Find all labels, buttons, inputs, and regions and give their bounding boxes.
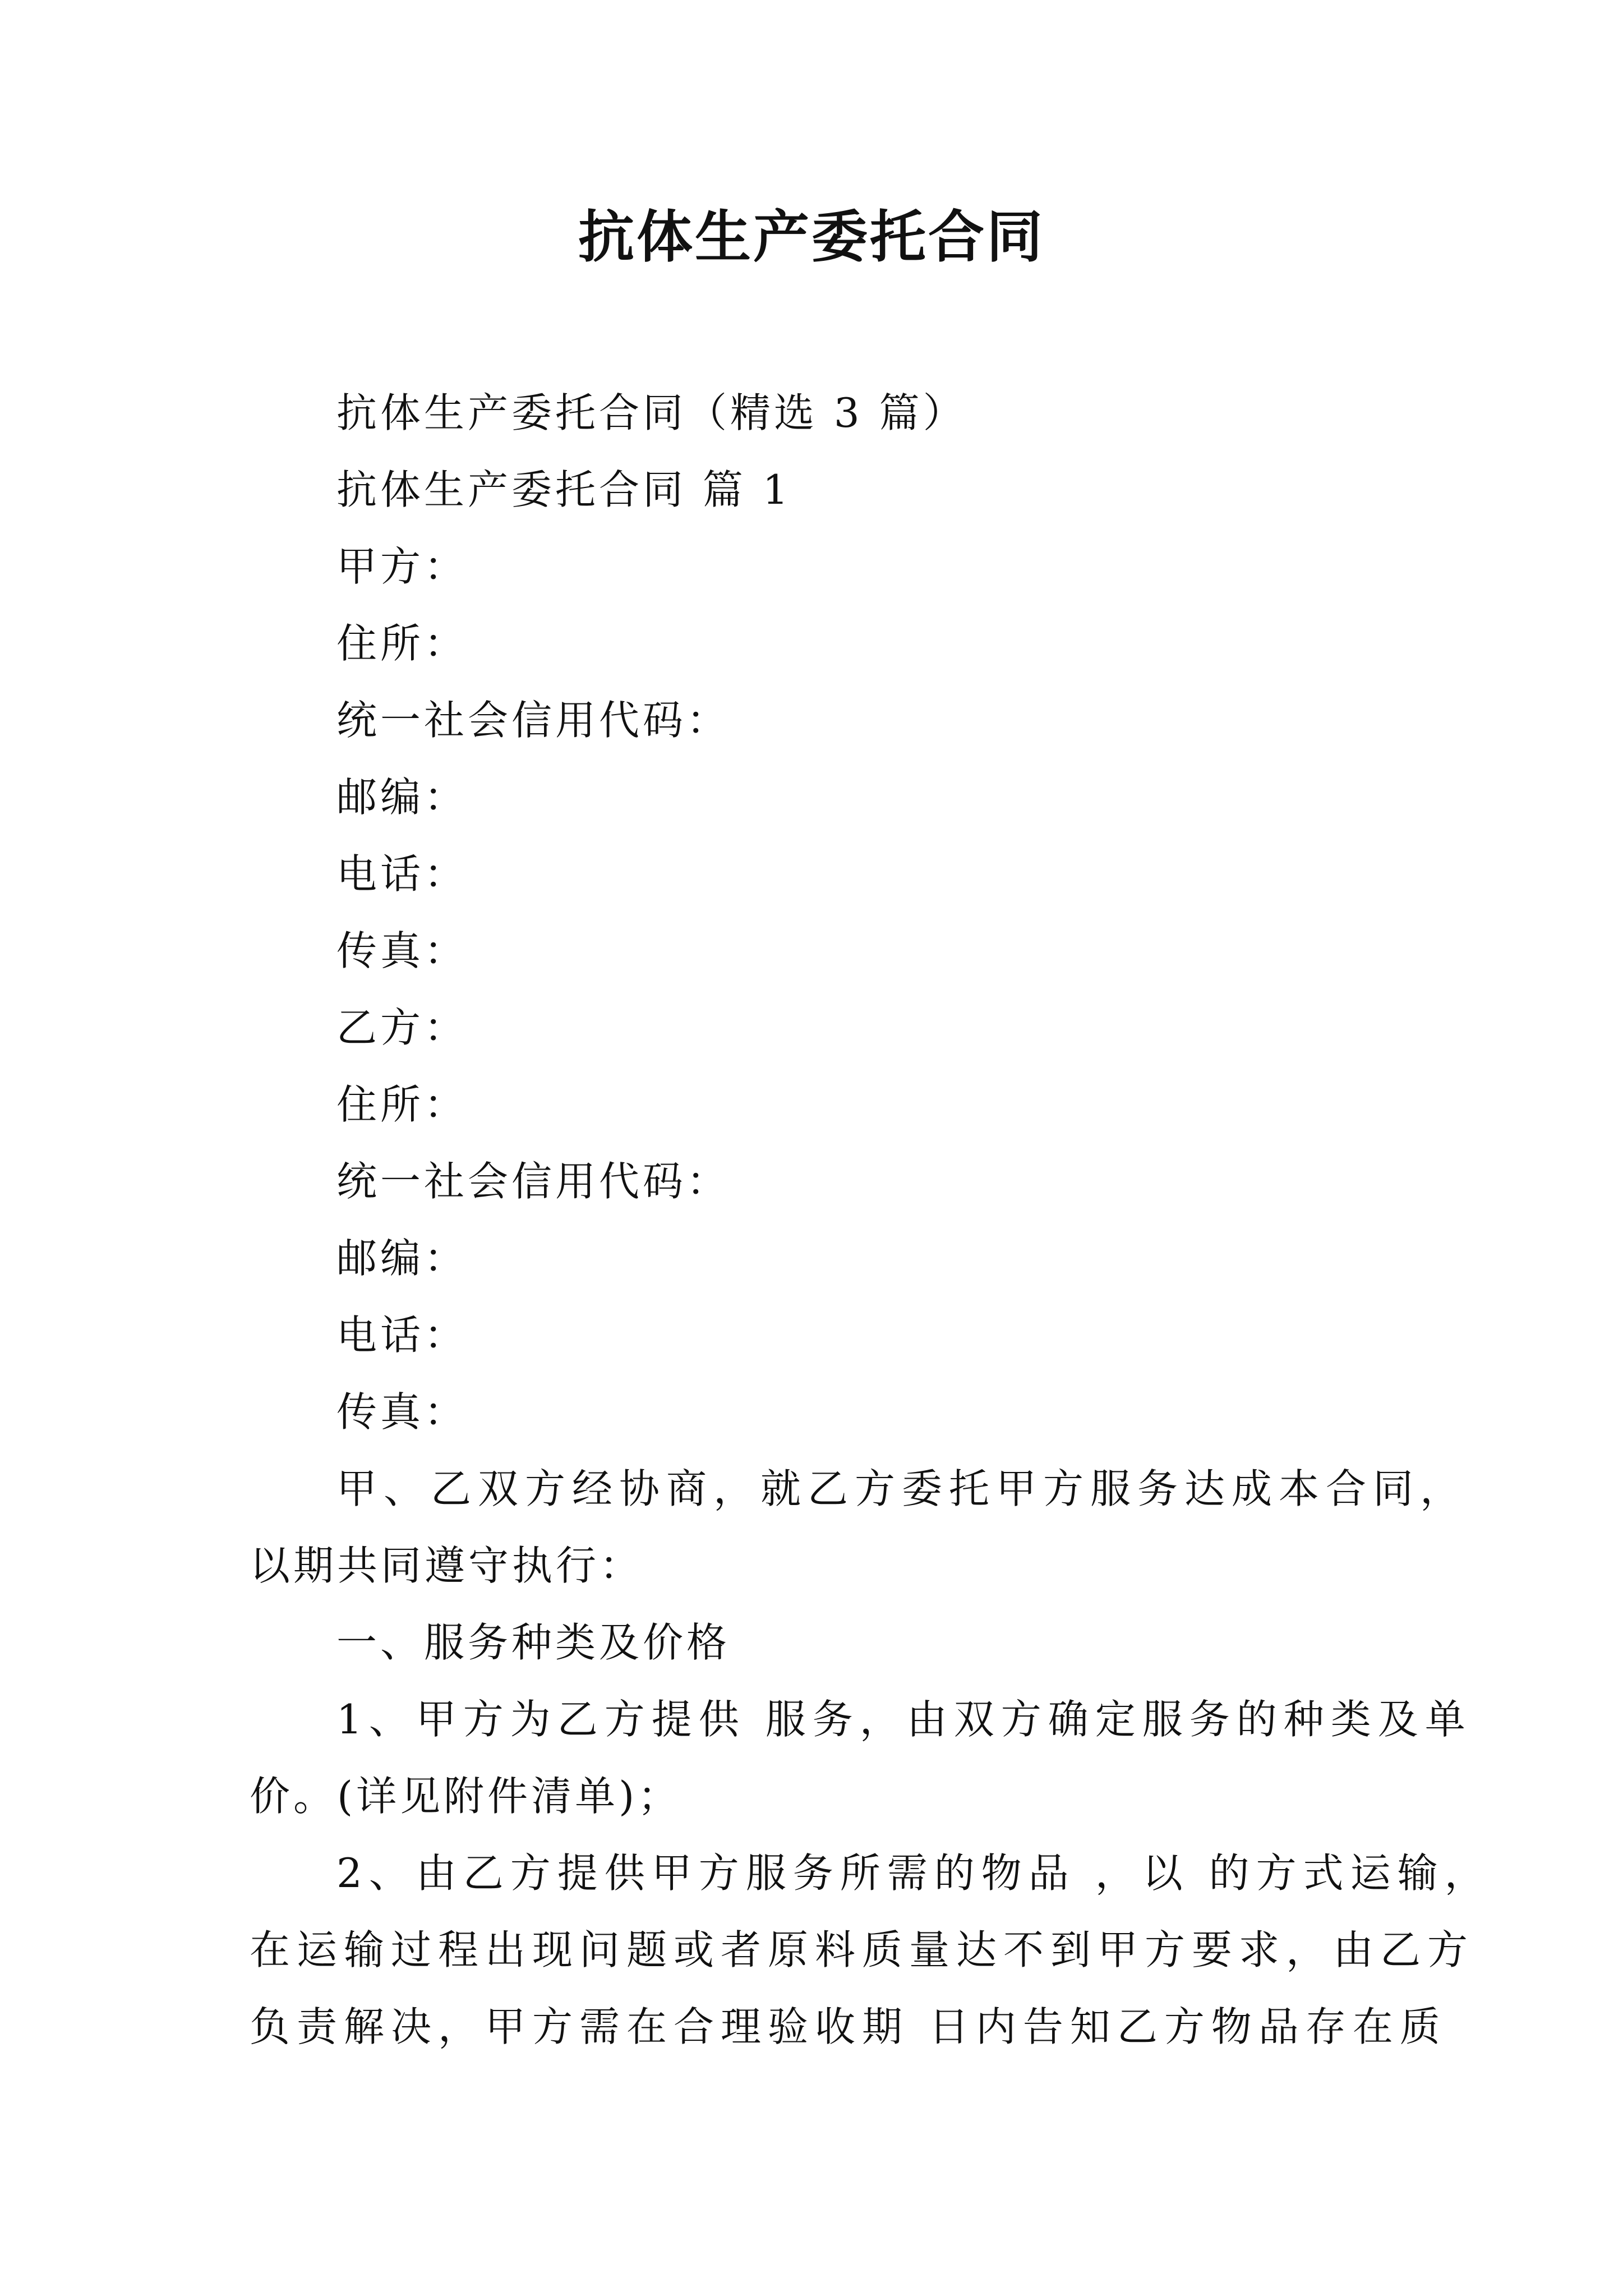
clause-heading: 一、服务种类及价格 <box>336 1619 731 1666</box>
clause-paragraph-line-continued: 价。(详见附件清单)； <box>250 1773 682 1820</box>
party-a-phone-label: 电话： <box>336 850 468 898</box>
party-b-address-label: 住所： <box>336 1081 468 1128</box>
clause-paragraph-line: 2、由乙方提供甲方服务所需的物品 ，以 的方式运输， <box>336 1849 1492 1897</box>
party-b-credit-code-label: 统一社会信用代码： <box>336 1158 731 1205</box>
party-a-credit-code-label: 统一社会信用代码： <box>336 697 731 744</box>
document-line-section-heading: 抗体生产委托合同 篇 1 <box>336 466 792 513</box>
party-b-postcode-label: 邮编： <box>336 1235 468 1282</box>
clause-paragraph-line: 1、甲方为乙方提供 服务，由双方确定服务的种类及单 <box>336 1696 1472 1743</box>
party-a-fax-label: 传真： <box>336 927 468 974</box>
document-body <box>250 375 1492 2065</box>
preamble-line-continued: 以期共同遵守执行： <box>250 1542 644 1589</box>
party-b-label: 乙方： <box>336 1004 468 1051</box>
party-a-label: 甲方： <box>336 543 468 590</box>
clause-paragraph-line-continued: 在运输过程出现问题或者原料质量达不到甲方要求，由乙方 <box>250 1926 1475 1973</box>
preamble-line: 甲、乙双方经协商，就乙方委托甲方服务达成本合同， <box>336 1465 1468 1512</box>
party-b-fax-label: 传真： <box>336 1388 468 1435</box>
party-a-address-label: 住所： <box>336 620 468 667</box>
clause-paragraph-line-continued: 负责解决，甲方需在合理验收期 日内告知乙方物品存在质 <box>250 2003 1447 2050</box>
party-a-postcode-label: 邮编： <box>336 774 468 821</box>
document-line-subtitle: 抗体生产委托合同（精选 3 篇） <box>336 389 967 436</box>
document-title: 抗体生产委托合同 <box>578 204 1045 270</box>
party-b-phone-label: 电话： <box>336 1312 468 1359</box>
